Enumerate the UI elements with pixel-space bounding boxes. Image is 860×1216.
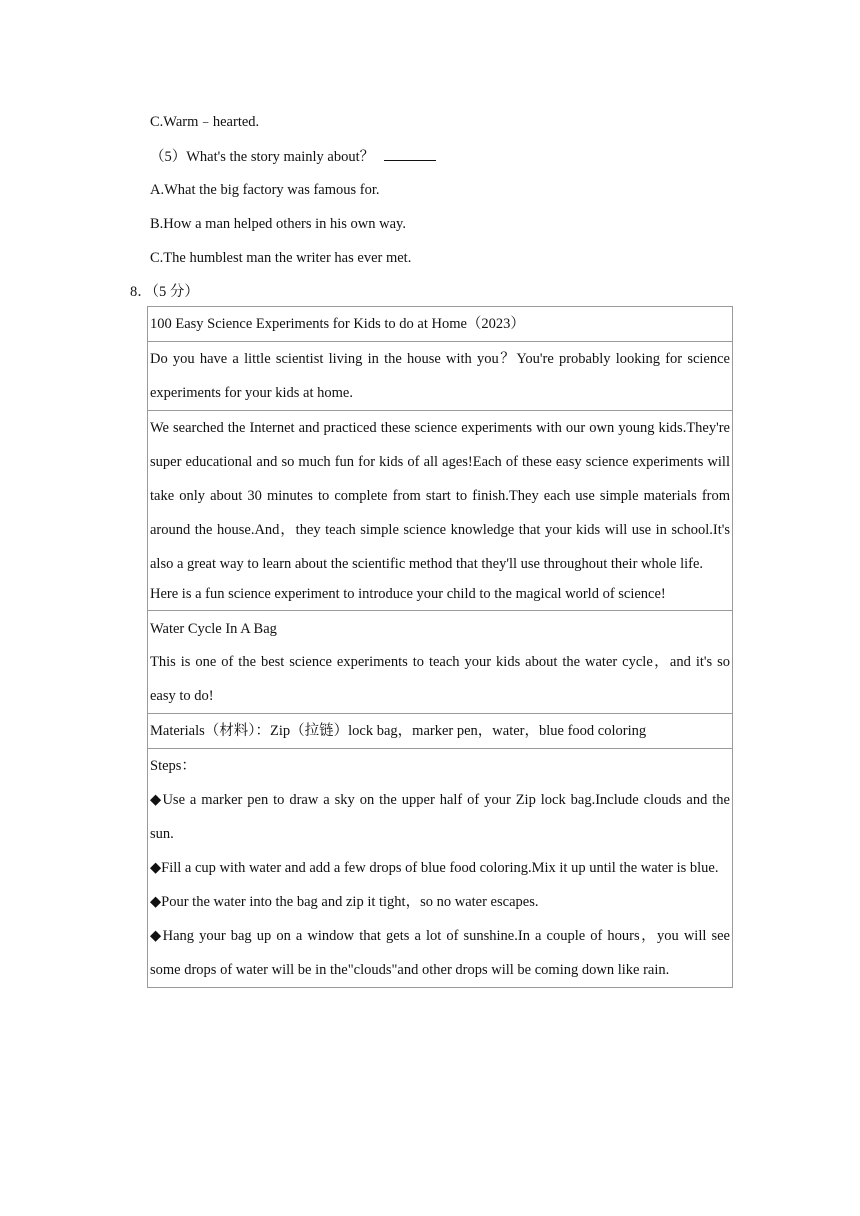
- table-row: [148, 342, 733, 411]
- intro-cell: [148, 342, 733, 411]
- q5-option-b: B.How a man helped others in his own way.: [150, 216, 406, 232]
- q5-option-a: A.What the big factory was famous for.: [150, 182, 380, 198]
- step-item: ◆Use a marker pen to draw a sky on the upper half of your Zip lock bag.Include clouds and the sun.: [150, 792, 730, 842]
- intro-text: Do you have a little scientist living in the house with you？You're probably looking for science experiments for your kids at home.: [150, 351, 730, 401]
- question-5-line: [150, 146, 436, 167]
- table-row: [148, 714, 733, 749]
- body-paragraph-2: Here is a fun science experiment to introduce your child to the magical world of science!: [150, 586, 666, 602]
- step-item: ◆Pour the water into the bag and zip it tight，so no water escapes.: [150, 894, 539, 910]
- body-cell: [148, 411, 733, 611]
- steps-cell: [148, 749, 733, 988]
- experiment-description: This is one of the best science experiments to teach your kids about the water cycle，and it's so easy to do!: [150, 654, 730, 704]
- step-item: ◆Fill a cup with water and add a few drops of blue food coloring.Mix it up until the water is blue.: [150, 860, 719, 876]
- option-c-previous: C.Warm﹣hearted.: [150, 114, 260, 130]
- question-5-stem: （5）What's the story mainly about？: [150, 149, 375, 165]
- step-item: ◆Hang your bag up on a window that gets a lot of sunshine.In a couple of hours，you will see some drops of water will be in the"clouds"and other drops will be coming down like rain.: [150, 928, 730, 978]
- passage-title: 100 Easy Science Experiments for Kids to do at Home（2023）: [148, 307, 733, 342]
- experiment-cell: [148, 611, 733, 714]
- steps-label: Steps：: [150, 758, 196, 774]
- materials-text: Materials（材料）：Zip（拉链）lock bag，marker pen，water，blue food coloring: [148, 714, 733, 749]
- table-row: [148, 611, 733, 714]
- q5-option-c: C.The humblest man the writer has ever met.: [150, 250, 412, 266]
- body-paragraph: We searched the Internet and practiced these science experiments with our own young kids.They're super educational and so much fun for kids of all ages!Each of these easy science experiments will take only about 30 minutes to complete from start to finish.They each use simple materials from around the house.And，they teach simple science knowledge that your kids will use in school.It's also a great way to learn about the scientific method that they'll use throughout their whole life.: [150, 420, 730, 572]
- table-row: [148, 307, 733, 342]
- passage-table: [147, 306, 733, 988]
- table-row: [148, 749, 733, 988]
- table-row: [148, 411, 733, 611]
- experiment-title: Water Cycle In A Bag: [150, 621, 277, 637]
- answer-blank[interactable]: [384, 146, 436, 161]
- question-8-label: 8．（5 分）: [130, 284, 199, 300]
